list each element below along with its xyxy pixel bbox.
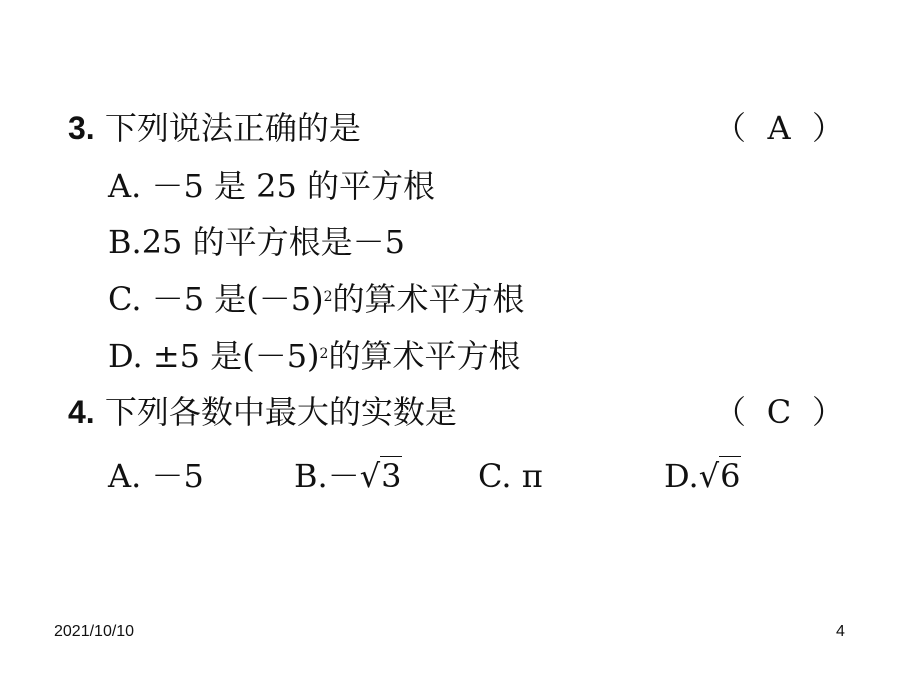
option-text-pre: ±5 是(－5): [152, 337, 320, 375]
bracket-close: ）: [812, 393, 845, 431]
option-text: －5 是 25 的平方根: [151, 167, 436, 205]
option-3a: [108, 166, 435, 206]
option-text: π: [521, 457, 543, 495]
option-text-post: 的算术平方根: [328, 337, 521, 375]
sqrt-expression: [360, 456, 403, 496]
sqrt-expression: [699, 456, 742, 496]
option-4b: [294, 456, 402, 496]
option-text-pre: －5 是(－5): [151, 280, 324, 318]
exponent: 2: [323, 289, 333, 305]
option-label: B.: [294, 457, 328, 495]
option-3b: [108, 222, 405, 262]
question-text: 下列说法正确的是: [104, 109, 361, 147]
radicand: 6: [720, 457, 741, 495]
option-label: B.: [108, 223, 142, 261]
option-label: A.: [108, 457, 142, 495]
option-label: D.: [108, 337, 143, 375]
bracket-open: （: [714, 393, 747, 431]
answer-letter: C: [766, 393, 792, 431]
exponent: 2: [319, 346, 329, 362]
answer-letter: A: [767, 109, 791, 147]
footer-date: 2021/10/10: [54, 623, 135, 640]
option-text-post: 的算术平方根: [332, 280, 525, 318]
answer-bracket-3: [714, 108, 844, 148]
radical-sign-icon: √: [359, 457, 381, 495]
option-3c: [108, 279, 525, 319]
bracket-open: （: [714, 109, 747, 147]
question-text: 下列各数中最大的实数是: [104, 393, 457, 431]
question-number: 3.: [68, 110, 95, 146]
option-3d: [108, 336, 520, 376]
option-label: C.: [108, 280, 142, 318]
radicand: 3: [381, 457, 402, 495]
option-text: 25 的平方根是－5: [141, 223, 405, 261]
page-number: 4: [836, 623, 845, 640]
options-row-4: [108, 456, 788, 496]
option-4d: [664, 456, 741, 496]
question-3-stem: [68, 108, 361, 148]
question-number: 4.: [68, 394, 95, 430]
answer-bracket-4: [714, 392, 844, 432]
question-4-stem: [68, 392, 457, 432]
option-4c: [478, 456, 543, 496]
option-text: －: [327, 457, 360, 495]
option-text: －5: [151, 457, 204, 495]
radical-sign-icon: √: [698, 457, 720, 495]
option-label: D.: [664, 457, 699, 495]
bracket-close: ）: [812, 109, 845, 147]
option-label: C.: [478, 457, 512, 495]
option-label: A.: [108, 167, 142, 205]
option-4a: [108, 456, 204, 496]
